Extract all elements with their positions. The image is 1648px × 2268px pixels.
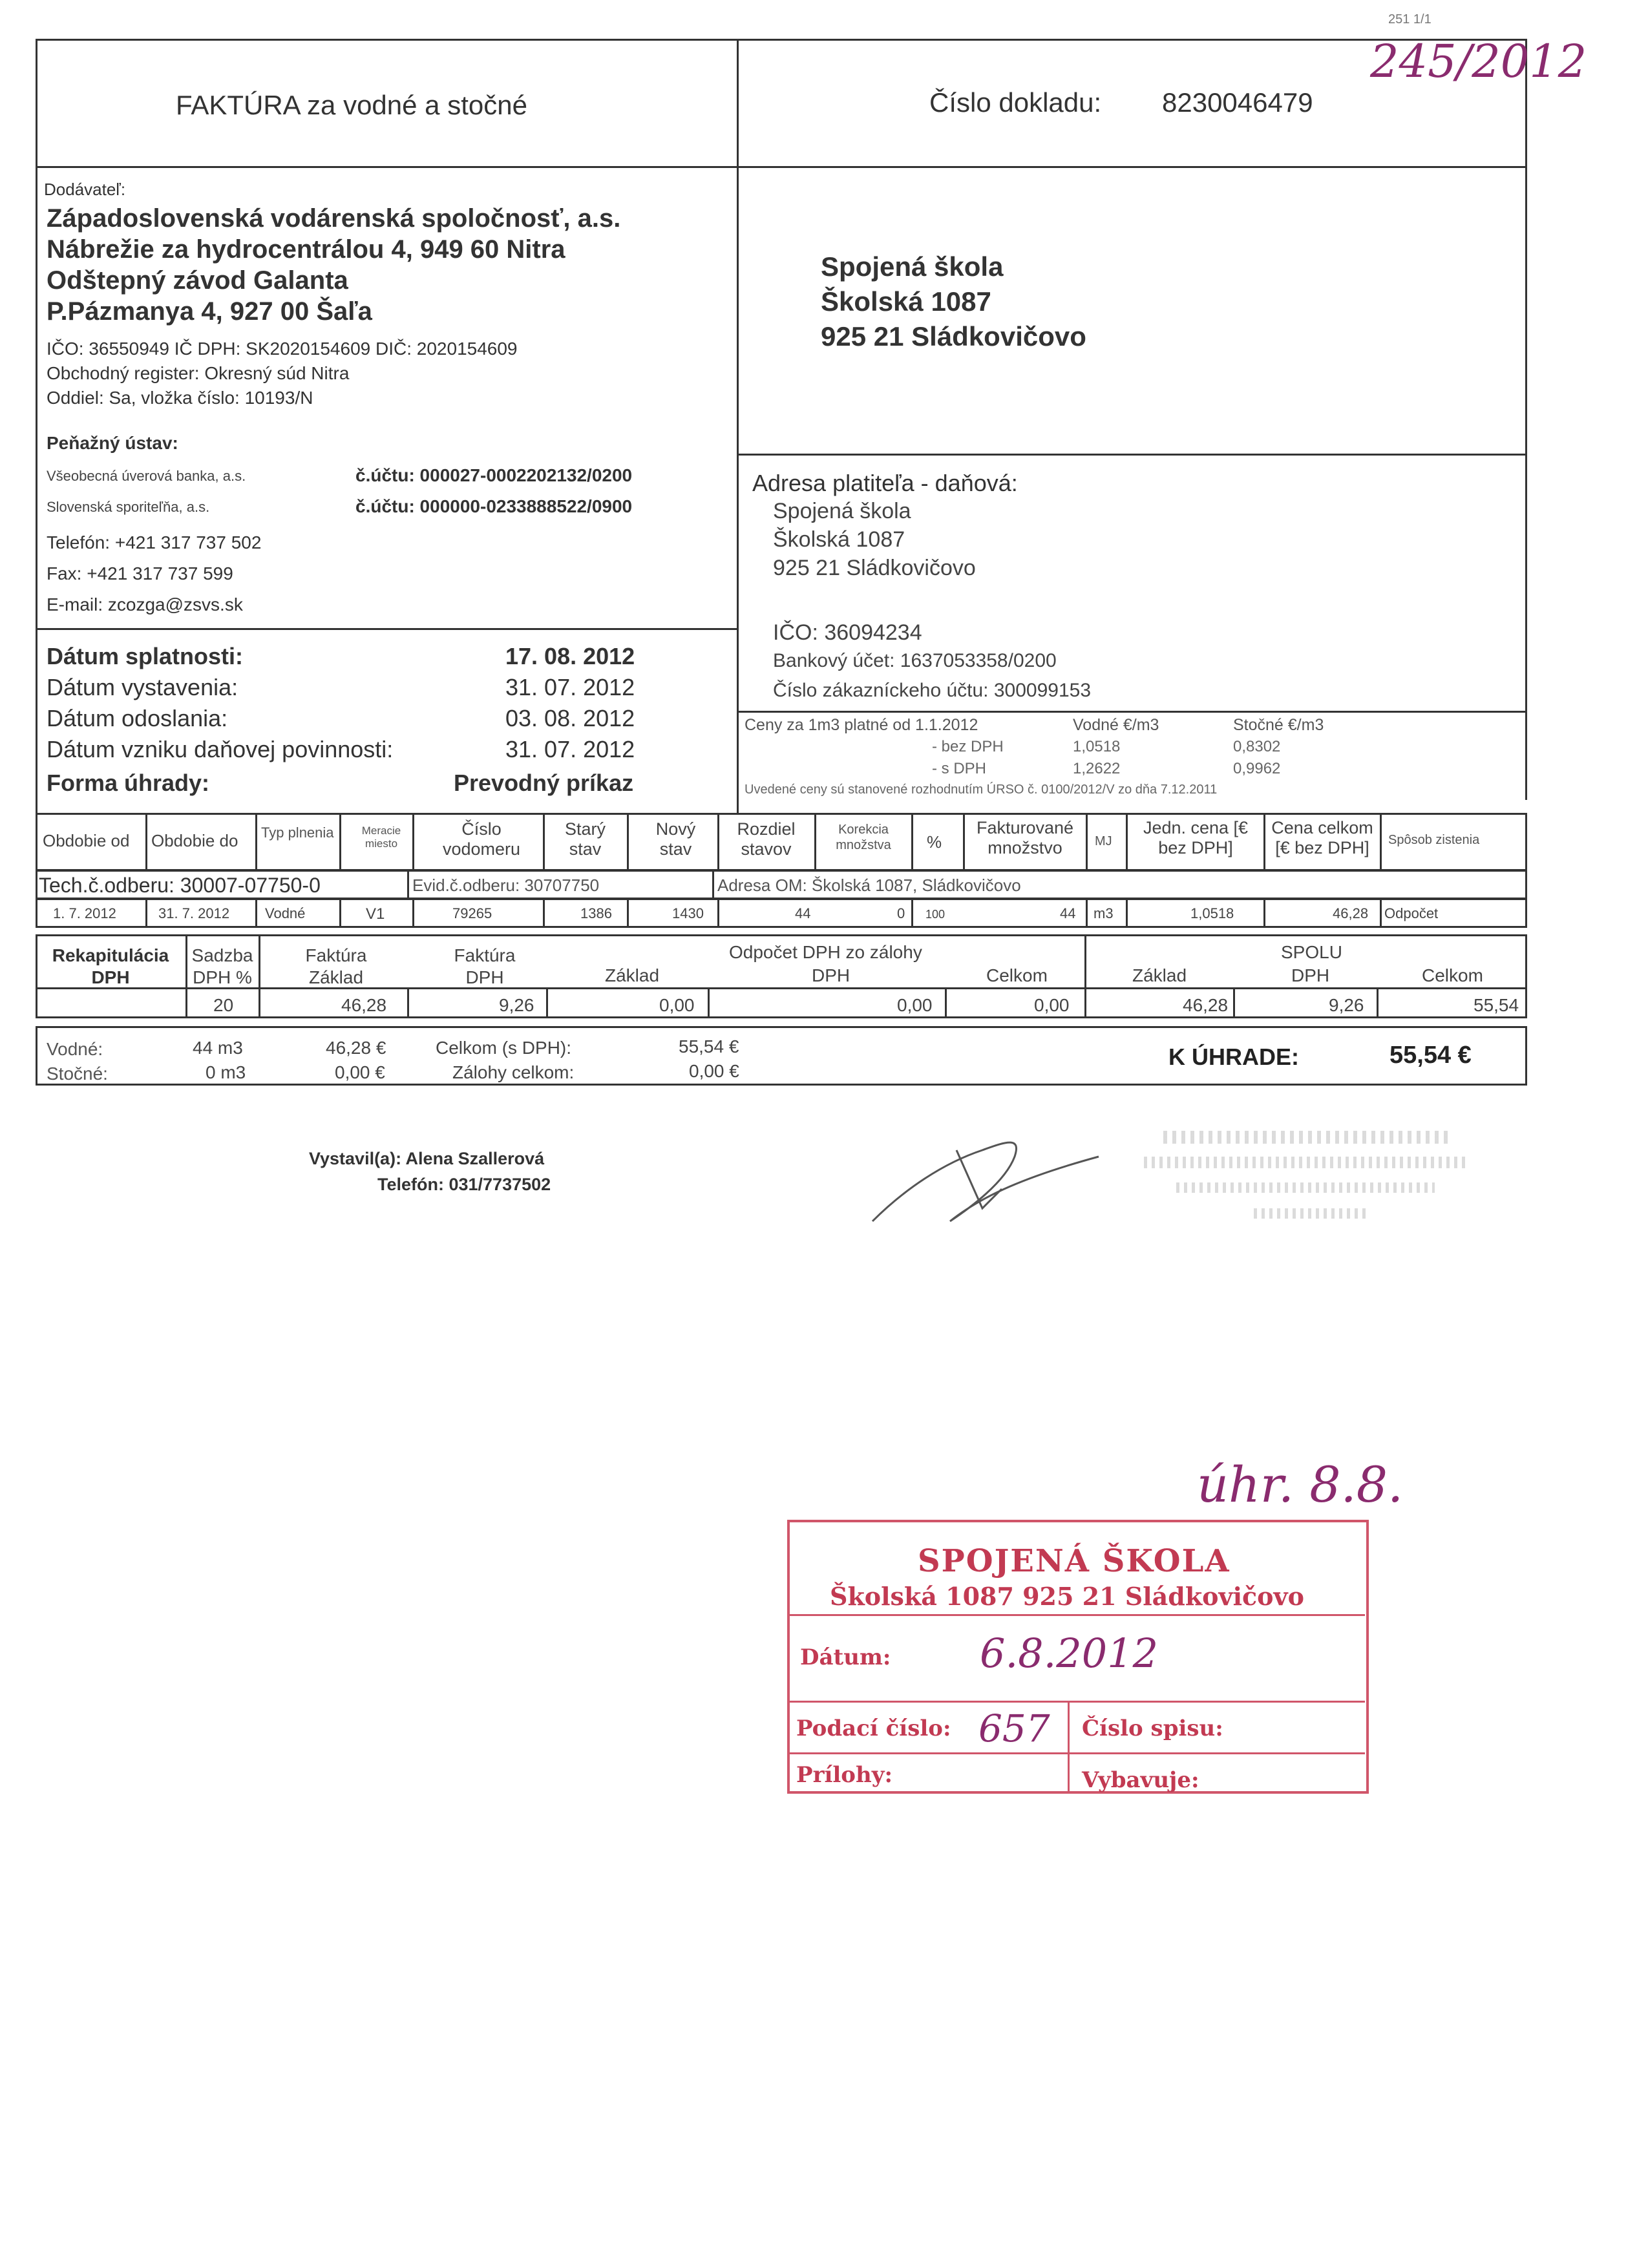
advance-vat-header: Odpočet DPH zo zálohy: [729, 942, 922, 962]
supplier-register: Obchodný register: Okresný súd Nitra: [47, 363, 350, 383]
advances-total: 0,00 €: [689, 1061, 739, 1081]
customer-city: 925 21 Sládkovičovo: [821, 321, 1086, 352]
tax-date: 31. 07. 2012: [505, 736, 635, 762]
due-date: 17. 08. 2012: [505, 643, 635, 669]
table-row: [36, 898, 1527, 928]
prices-water-header: Vodné €/m3: [1073, 716, 1159, 734]
col-total-price: Cena celkom [€ bez DPH]: [1271, 818, 1373, 858]
total-with-vat-label: Celkom (s DPH):: [436, 1038, 572, 1058]
supplier-section: Oddiel: Sa, vložka číslo: 10193/N: [47, 388, 313, 408]
row-supply-type: Vodné: [265, 905, 306, 921]
water-qty: 44 m3: [193, 1038, 243, 1058]
payer-name: Spojená škola: [773, 499, 911, 523]
handwritten-reference: 245/2012: [1370, 35, 1587, 88]
invoice-base-header: Faktúra Základ: [305, 945, 367, 987]
row-total-price: 46,28: [1333, 905, 1369, 921]
due-date-label: Dátum splatnosti:: [47, 643, 244, 669]
doc-number: 8230046479: [1162, 87, 1313, 118]
payer-city: 925 21 Sládkovičovo: [773, 556, 976, 580]
stamp-attachments-label: Prílohy:: [796, 1762, 893, 1788]
vat-rate-header: Sadzba DPH %: [191, 945, 253, 987]
evid-odber: Evid.č.odberu: 30707750: [412, 876, 600, 895]
total-vat: 9,26: [1329, 995, 1364, 1015]
vat-recap-header: Rekapitulácia DPH: [52, 945, 169, 987]
col-invoiced-qty: Fakturované množstvo: [976, 818, 1074, 858]
row-meter-number: 79265: [452, 905, 492, 921]
total-sum: 55,54: [1474, 995, 1519, 1015]
total-base: 46,28: [1183, 995, 1229, 1015]
customer-name: Spojená škola: [821, 251, 1004, 282]
col-meter-number: Číslo vodomeru: [442, 819, 521, 859]
col-method: Spôsob zistenia: [1388, 833, 1480, 847]
bank-label: Peňažný ústav:: [47, 433, 178, 453]
issued-by: Vystavil(a): Alena Szallerová: [309, 1149, 545, 1168]
col-period-to: Obdobie do: [151, 831, 238, 850]
stamp-school-name: SPOJENÁ ŠKOLA: [918, 1543, 1231, 1579]
supplier-fax: Fax: +421 317 737 599: [47, 563, 233, 583]
issuer-phone: Telefón: 031/7737502: [377, 1175, 551, 1194]
supplier-branch-address: P.Pázmanya 4, 927 00 Šaľa: [47, 297, 372, 326]
row-percent: 100: [925, 908, 945, 921]
total-sum-header: Celkom: [1422, 965, 1483, 985]
amount-due-label: K ÚHRADE:: [1168, 1044, 1299, 1070]
row-invoiced-qty: 44: [1060, 905, 1076, 921]
handwritten-payment-note: úhr. 8.8.: [1197, 1456, 1404, 1513]
col-state-diff: Rozdiel stavov: [737, 819, 796, 859]
supplier-label: Dodávateľ:: [44, 180, 126, 199]
prices-row1-label: - bez DPH: [932, 738, 1004, 755]
supplier-phone: Telefón: +421 317 737 502: [47, 532, 262, 552]
payer-street: Školská 1087: [773, 527, 905, 552]
supplier-email: E-mail: zcozga@zsvs.sk: [47, 594, 243, 614]
total-header: SPOLU: [1281, 942, 1342, 962]
supplier-ids: IČO: 36550949 IČ DPH: SK2020154609 DIČ: 2020154609: [47, 339, 518, 359]
row-period-to: 31. 7. 2012: [158, 905, 230, 921]
row-unit: m3: [1093, 905, 1114, 921]
row-old-state: 1386: [580, 905, 612, 921]
summary-box: [36, 1026, 1527, 1086]
prices-sewage-header: Stočné €/m3: [1233, 716, 1324, 734]
bank1-account: č.účtu: 000027-0002202132/0200: [355, 465, 633, 485]
tax-date-label: Dátum vzniku daňovej povinnosti:: [47, 736, 394, 762]
total-dph-header: DPH: [1291, 965, 1330, 985]
stamp-file-label: Číslo spisu:: [1082, 1716, 1223, 1741]
sent-date-label: Dátum odoslania:: [47, 705, 228, 731]
prices-row1-sewage: 0,8302: [1233, 738, 1281, 755]
row-unit-price: 1,0518: [1190, 905, 1234, 921]
bank2-name: Slovenská sporiteľňa, a.s.: [47, 499, 210, 515]
stamp-address: Školská 1087 925 21 Sládkovičovo: [830, 1582, 1304, 1611]
total-with-vat: 55,54 €: [679, 1036, 739, 1056]
col-supply-type: Typ plnenia: [261, 824, 334, 841]
invoice-base: 46,28: [341, 995, 387, 1015]
doc-number-label: Číslo dokladu:: [929, 87, 1102, 118]
water-label: Vodné:: [47, 1039, 103, 1059]
advance-total: 0,00: [1034, 995, 1070, 1015]
row-correction: 0: [897, 905, 905, 921]
stamp-reg-value: 657: [978, 1706, 1050, 1750]
col-meter-point: Meracie miesto: [361, 824, 401, 850]
advance-base: 0,00: [659, 995, 695, 1015]
supplier-branch: Odštepný závod Galanta: [47, 266, 348, 295]
tech-odber: Tech.č.odberu: 30007-07750-0: [39, 874, 321, 897]
customer-street: Školská 1087: [821, 286, 991, 317]
sewage-amount: 0,00 €: [335, 1062, 385, 1082]
row-new-state: 1430: [672, 905, 704, 921]
amount-due: 55,54 €: [1389, 1042, 1472, 1069]
col-old-state: Starý stav: [564, 819, 606, 859]
row-method: Odpočet: [1384, 905, 1439, 921]
payment-method: Prevodný príkaz: [454, 770, 634, 796]
invoice-title: FAKTÚRA za vodné a stočné: [176, 90, 527, 120]
stamp-date-value: 6.8.2012: [980, 1630, 1159, 1677]
water-amount: 46,28 €: [326, 1038, 386, 1058]
bank2-account: č.účtu: 000000-0233888522/0900: [355, 496, 633, 516]
bank1-name: Všeobecná úverová banka, a.s.: [47, 468, 246, 484]
advance-vat: 0,00: [897, 995, 933, 1015]
prices-note: Uvedené ceny sú stanovené rozhodnutím ÚRSO č. 0100/2012/V zo dňa 7.12.2011: [745, 782, 1218, 797]
payer-ico: IČO: 36094234: [773, 620, 922, 645]
invoice-vat-header: Faktúra DPH: [454, 945, 516, 987]
issue-date: 31. 07. 2012: [505, 674, 635, 700]
invoice-vat: 9,26: [499, 995, 534, 1015]
advances-label: Zálohy celkom:: [452, 1062, 575, 1082]
payer-label: Adresa platiteľa - daňová:: [752, 470, 1018, 496]
payer-customer-account: Číslo zákazníckeho účtu: 300099153: [773, 680, 1091, 701]
prices-row2-label: - s DPH: [932, 760, 986, 777]
stamp-date-label: Dátum:: [800, 1644, 891, 1670]
col-new-state: Nový stav: [655, 819, 696, 859]
prices-row1-water: 1,0518: [1073, 738, 1121, 755]
row-period-from: 1. 7. 2012: [53, 905, 116, 921]
supplier-address: Nábrežie za hydrocentrálou 4, 949 60 Nitra: [47, 235, 565, 264]
page-reference: 251 1/1: [1388, 12, 1431, 26]
signature: [853, 1111, 1125, 1241]
prices-label: Ceny za 1m3 platné od 1.1.2012: [745, 716, 978, 734]
stamp-reg-label: Podací číslo:: [796, 1716, 951, 1741]
supplier-name: Západoslovenská vodárenská spoločnosť, a.s.: [47, 204, 621, 233]
payment-method-label: Forma úhrady:: [47, 770, 210, 796]
prices-row2-water: 1,2622: [1073, 760, 1121, 777]
faded-stamp: [1137, 1118, 1474, 1234]
col-period-from: Obdobie od: [43, 832, 130, 849]
row-meter-point: V1: [366, 905, 385, 923]
col-percent: %: [927, 832, 942, 852]
advance-base-header: Základ: [605, 965, 660, 985]
col-unit: MJ: [1095, 834, 1112, 848]
issue-date-label: Dátum vystavenia:: [47, 674, 238, 700]
sewage-label: Stočné:: [47, 1064, 108, 1084]
row-state-diff: 44: [795, 905, 811, 921]
stamp-handles-label: Vybavuje:: [1082, 1767, 1199, 1793]
col-unit-price: Jedn. cena [€ bez DPH]: [1143, 818, 1249, 858]
col-correction: Korekcia množstva: [836, 823, 891, 852]
sewage-qty: 0 m3: [206, 1062, 246, 1082]
payer-bank-account: Bankový účet: 1637053358/0200: [773, 650, 1057, 671]
prices-row2-sewage: 0,9962: [1233, 760, 1281, 777]
address-om: Adresa OM: Školská 1087, Sládkovičovo: [717, 876, 1021, 895]
sent-date: 03. 08. 2012: [505, 705, 635, 731]
total-base-header: Základ: [1132, 965, 1187, 985]
vat-rate: 20: [213, 995, 234, 1015]
advance-dph-header: DPH: [812, 965, 850, 985]
advance-total-header: Celkom: [986, 965, 1048, 985]
